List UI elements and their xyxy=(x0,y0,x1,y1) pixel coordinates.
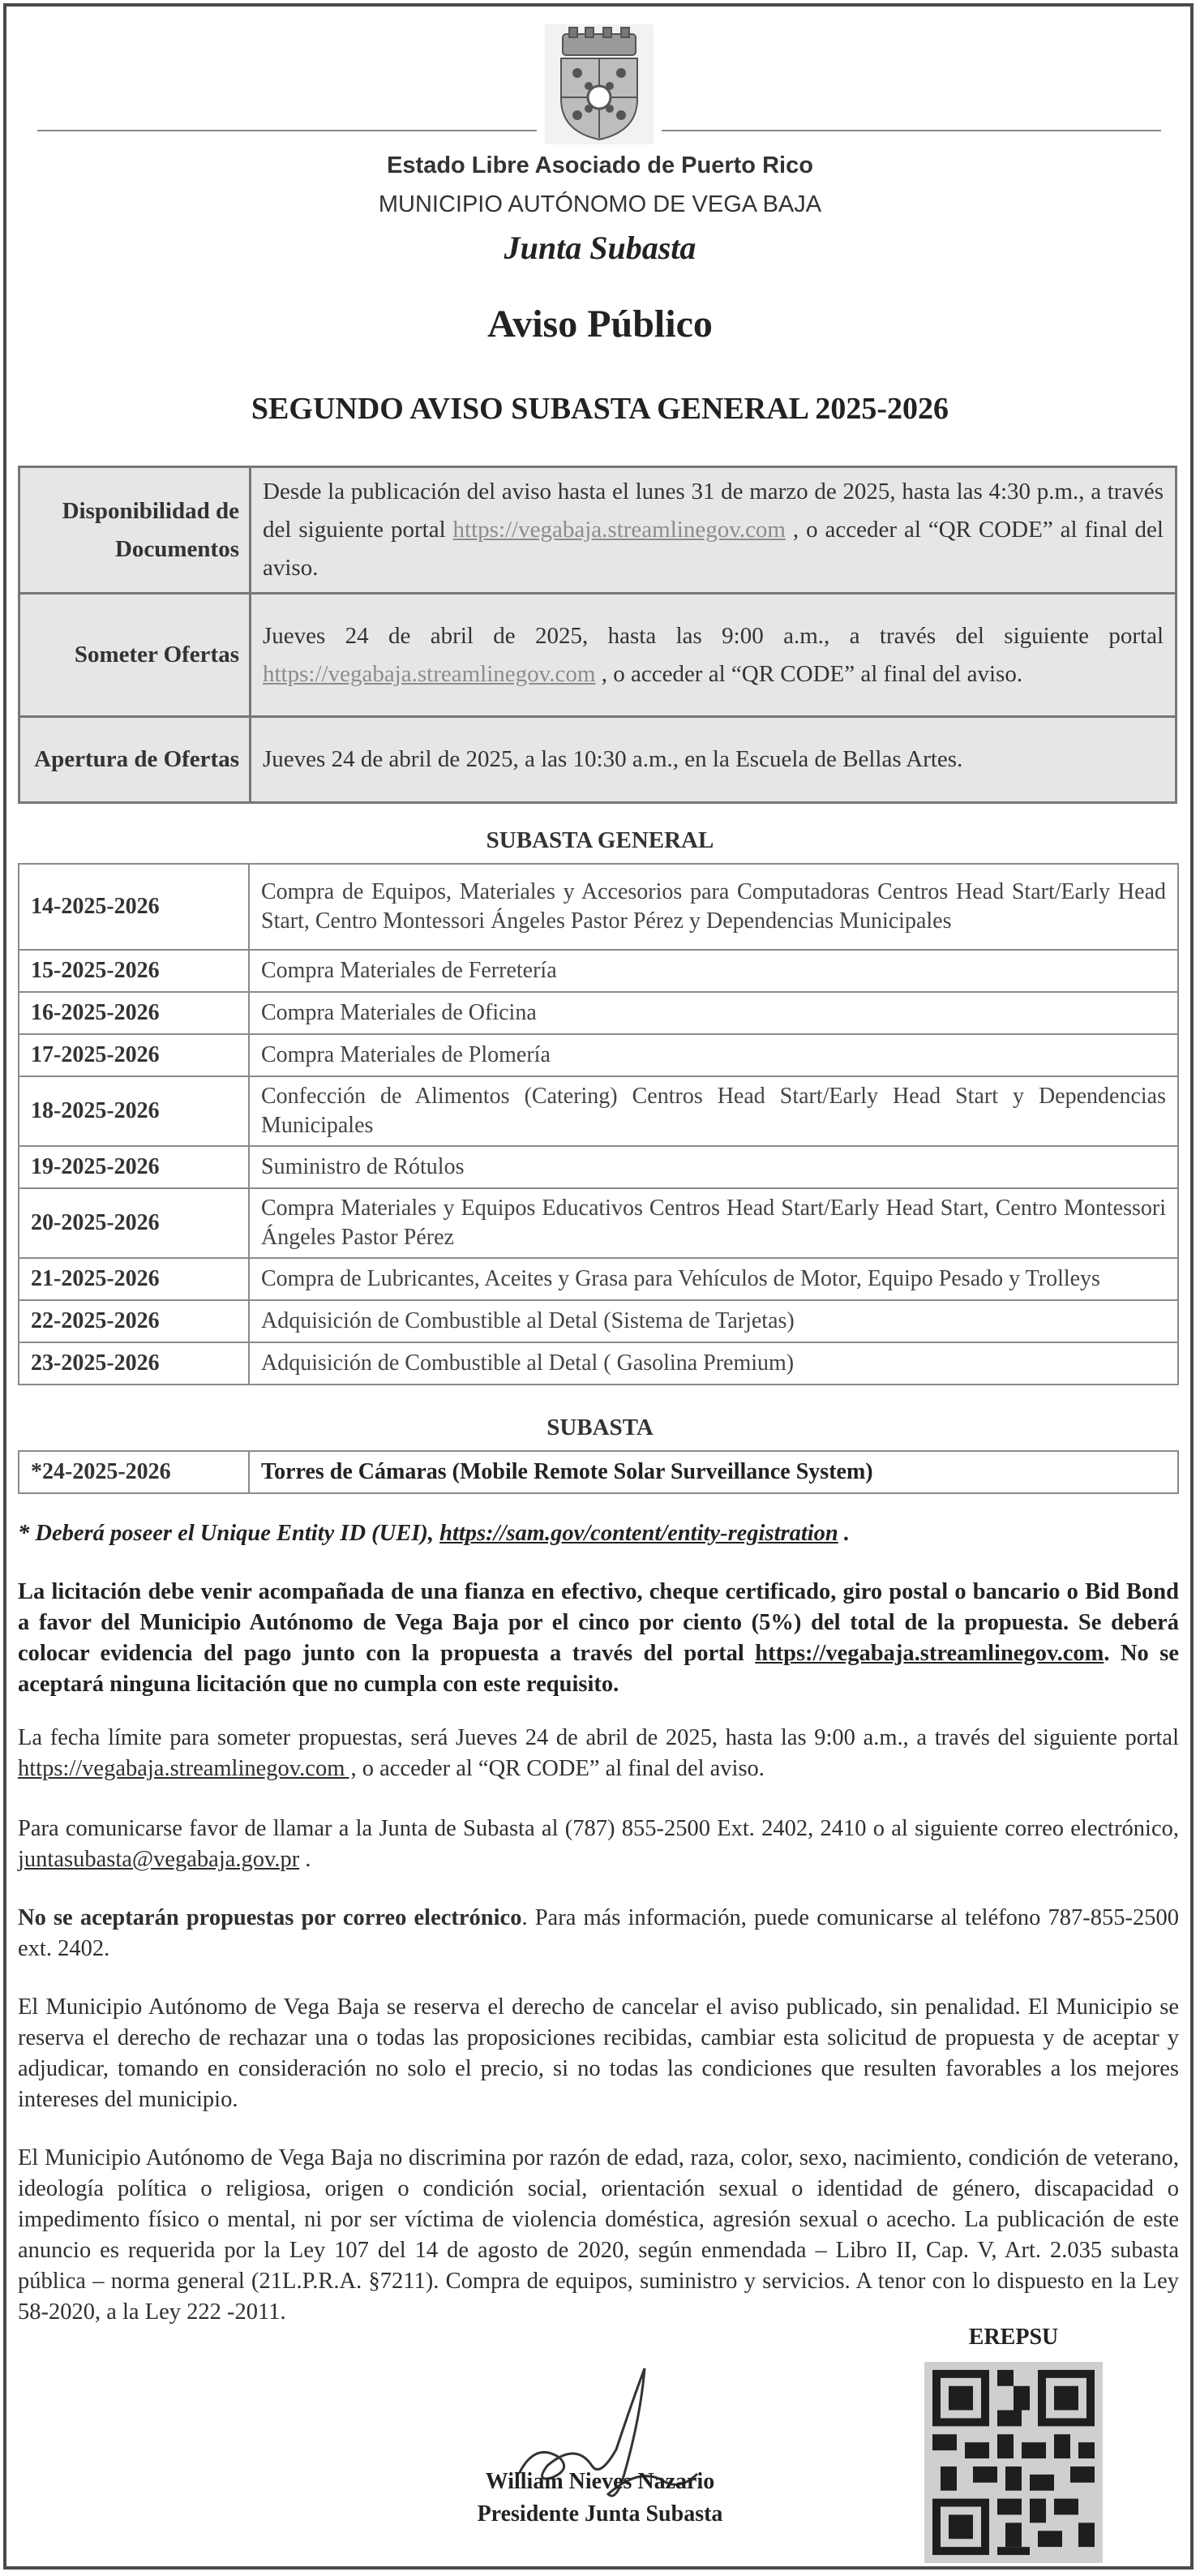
municipality-name: MUNICIPIO AUTÓNOMO DE VEGA BAJA xyxy=(378,191,822,217)
bid-description: Confección de Alimentos (Catering) Centros Head Start/Early Head Start y Dependencias Municipales xyxy=(249,1076,1178,1146)
bond-requirement: La licitación debe venir acompañada de una fianza en efectivo, cheque certificado, giro postal o bancario o Bid Bond a favor del Municipio Autónomo de Vega Baja por el cinco por ciento (5%) del total de la propuesta. Se deberá colocar evidencia del pago junto con la propuesta a través del portal https://vegabaja.streamlinegov.com. No se aceptará ninguna licitación que no cumpla con este requisito. xyxy=(18,1579,1179,1697)
uei-requirement: * Deberá poseer el Unique Entity ID (UEI), https://sam.gov/content/entity-registration . xyxy=(18,1521,851,1546)
table-row xyxy=(19,1076,1178,1146)
bid-number: 17-2025-2026 xyxy=(19,1034,249,1076)
deadline-paragraph: La fecha límite para someter propuestas, será Jueves 24 de abril de 2025, hasta las 9:00 a.m., a través del siguiente portal https://vegabaja.streamlinegov.com , o acceder al “QR CODE” al final del aviso. xyxy=(18,1725,1179,1781)
table-row xyxy=(19,1034,1178,1076)
table-row xyxy=(19,1451,1178,1493)
bid-description: Compra de Lubricantes, Aceites y Grasa para Vehículos de Motor, Equipo Pesado y Trolleys xyxy=(249,1258,1178,1300)
table-row xyxy=(19,1258,1178,1300)
header-rule-right xyxy=(662,130,1161,131)
bid-description: Suministro de Rótulos xyxy=(249,1146,1178,1188)
state-name: Estado Libre Asociado de Puerto Rico xyxy=(387,152,813,178)
qr-label: EREPSU xyxy=(968,2325,1059,2350)
table-row xyxy=(19,992,1178,1034)
bid-description: Compra de Equipos, Materiales y Accesorios para Computadoras Centros Head Start/Early Head Start, Centro Montessori Ángeles Pastor Pérez y Dependencias Municipales xyxy=(249,864,1178,950)
portal-link[interactable]: https://vegabaja.streamlinegov.com xyxy=(755,1641,1104,1666)
bid-number: *24-2025-2026 xyxy=(19,1451,249,1493)
bid-description: Compra Materiales de Ferretería xyxy=(249,950,1178,992)
schedule-row xyxy=(19,467,1176,594)
nondiscrimination-paragraph: El Municipio Autónomo de Vega Baja no discrimina por razón de edad, raza, color, sexo, nacimiento, condición de veterano, ideología política o religiosa, origen o condición social, orientación sexual o identidad de género, discapacidad o impedimento físico o mental, ni por ser víctima de violencia doméstica, agresión sexual o acecho. La publicación de este anuncio es requerida por la Ley 107 del 14 de agosto de 2020, según enmendada – Libro II, Cap. V, Art. 2.035 subasta pública – norma general (21L.P.R.A. §7211). Compra de equipos, suministro y servicios. A tenor con lo dispuesto en la Ley 58-2020, a la Ley 222 -2011. xyxy=(18,2145,1179,2325)
bid-description: Torres de Cámaras (Mobile Remote Solar Surveillance System) xyxy=(249,1451,1178,1493)
qr-code-icon[interactable] xyxy=(924,2362,1103,2563)
table-row xyxy=(19,864,1178,950)
contact-paragraph: Para comunicarse favor de llamar a la Junta de Subasta al (787) 855-2500 Ext. 2402, 2410 o al siguiente correo electrónico, juntasubasta@vegabaja.gov.pr . xyxy=(18,1816,1179,1872)
general-auction-table xyxy=(18,863,1179,1385)
signer-role: Presidente Junta Subasta xyxy=(477,2501,723,2527)
schedule-label: Someter Ofertas xyxy=(19,594,251,717)
portal-link[interactable]: https://vegabaja.streamlinegov.com xyxy=(263,660,596,687)
email-link[interactable]: juntasubasta@vegabaja.gov.pr xyxy=(18,1847,300,1872)
rights-paragraph: El Municipio Autónomo de Vega Baja se reserva el derecho de cancelar el aviso publicado, sin penalidad. El Municipio se reserva el derecho de rechazar una o todas las proposiciones recibidas, cambiar esta solicitud de propuesta y de aceptar y adjudicar, tomando en consideración no solo el precio, si no todas las condiciones que resulten favorables a los mejores intereses del municipio. xyxy=(18,1994,1179,2112)
special-heading: SUBASTA xyxy=(546,1415,654,1440)
portal-link[interactable]: https://vegabaja.streamlinegov.com , xyxy=(18,1756,357,1781)
coat-of-arms-icon xyxy=(545,24,654,144)
portal-link[interactable]: https://vegabaja.streamlinegov.com xyxy=(452,517,786,543)
table-row xyxy=(19,1342,1178,1385)
general-heading: SUBASTA GENERAL xyxy=(486,827,714,853)
bid-description: Adquisición de Combustible al Detal ( Gasolina Premium) xyxy=(249,1342,1178,1385)
schedule-row xyxy=(19,717,1176,803)
no-email-paragraph: No se aceptarán propuestas por correo electrónico. Para más información, puede comunicarse al teléfono 787-855-2500 ext. 2402. xyxy=(18,1905,1180,1961)
bid-number: 19-2025-2026 xyxy=(19,1146,249,1188)
special-auction-table xyxy=(18,1450,1179,1494)
schedule-value: Desde la publicación del aviso hasta el lunes 31 de marzo de 2025, hasta las 4:30 p.m., a través del siguiente portal https://vegabaja.streamlinegov.com , o acceder al “QR CODE” al final del aviso. xyxy=(251,467,1176,594)
sam-link[interactable]: https://sam.gov/content/entity-registration xyxy=(439,1521,838,1546)
bid-description: Adquisición de Combustible al Detal (Sistema de Tarjetas) xyxy=(249,1300,1178,1342)
table-row xyxy=(19,1146,1178,1188)
header-rule-left xyxy=(37,130,537,131)
bid-number: 18-2025-2026 xyxy=(19,1076,249,1146)
board-name: Junta Subasta xyxy=(504,230,696,266)
bid-number: 15-2025-2026 xyxy=(19,950,249,992)
bid-number: 23-2025-2026 xyxy=(19,1342,249,1385)
bid-number: 21-2025-2026 xyxy=(19,1258,249,1300)
bid-number: 14-2025-2026 xyxy=(19,864,249,950)
schedule-table xyxy=(18,466,1177,804)
schedule-row xyxy=(19,594,1176,717)
schedule-label: Apertura de Ofertas xyxy=(19,717,251,803)
schedule-label: Disponibilidad de Documentos xyxy=(19,467,251,594)
table-row xyxy=(19,950,1178,992)
bid-description: Compra Materiales de Plomería xyxy=(249,1034,1178,1076)
bid-description: Compra Materiales de Oficina xyxy=(249,992,1178,1034)
notice-title: Aviso Público xyxy=(487,303,713,346)
table-row xyxy=(19,1300,1178,1342)
bid-number: 16-2025-2026 xyxy=(19,992,249,1034)
bid-description: Compra Materiales y Equipos Educativos Centros Head Start/Early Head Start, Centro Montessori Ángeles Pastor Pérez xyxy=(249,1188,1178,1258)
bid-number: 22-2025-2026 xyxy=(19,1300,249,1342)
schedule-value: Jueves 24 de abril de 2025, a las 10:30 a.m., en la Escuela de Bellas Artes. xyxy=(251,717,1176,803)
auction-title: SEGUNDO AVISO SUBASTA GENERAL 2025-2026 xyxy=(251,392,949,426)
bid-number: 20-2025-2026 xyxy=(19,1188,249,1258)
table-row xyxy=(19,1188,1178,1258)
signer-name: William Nieves Nazario xyxy=(485,2469,715,2494)
schedule-value: Jueves 24 de abril de 2025, hasta las 9:00 a.m., a través del siguiente portal https://vegabaja.streamlinegov.com , o acceder al “QR CODE” al final del aviso. xyxy=(251,594,1176,717)
